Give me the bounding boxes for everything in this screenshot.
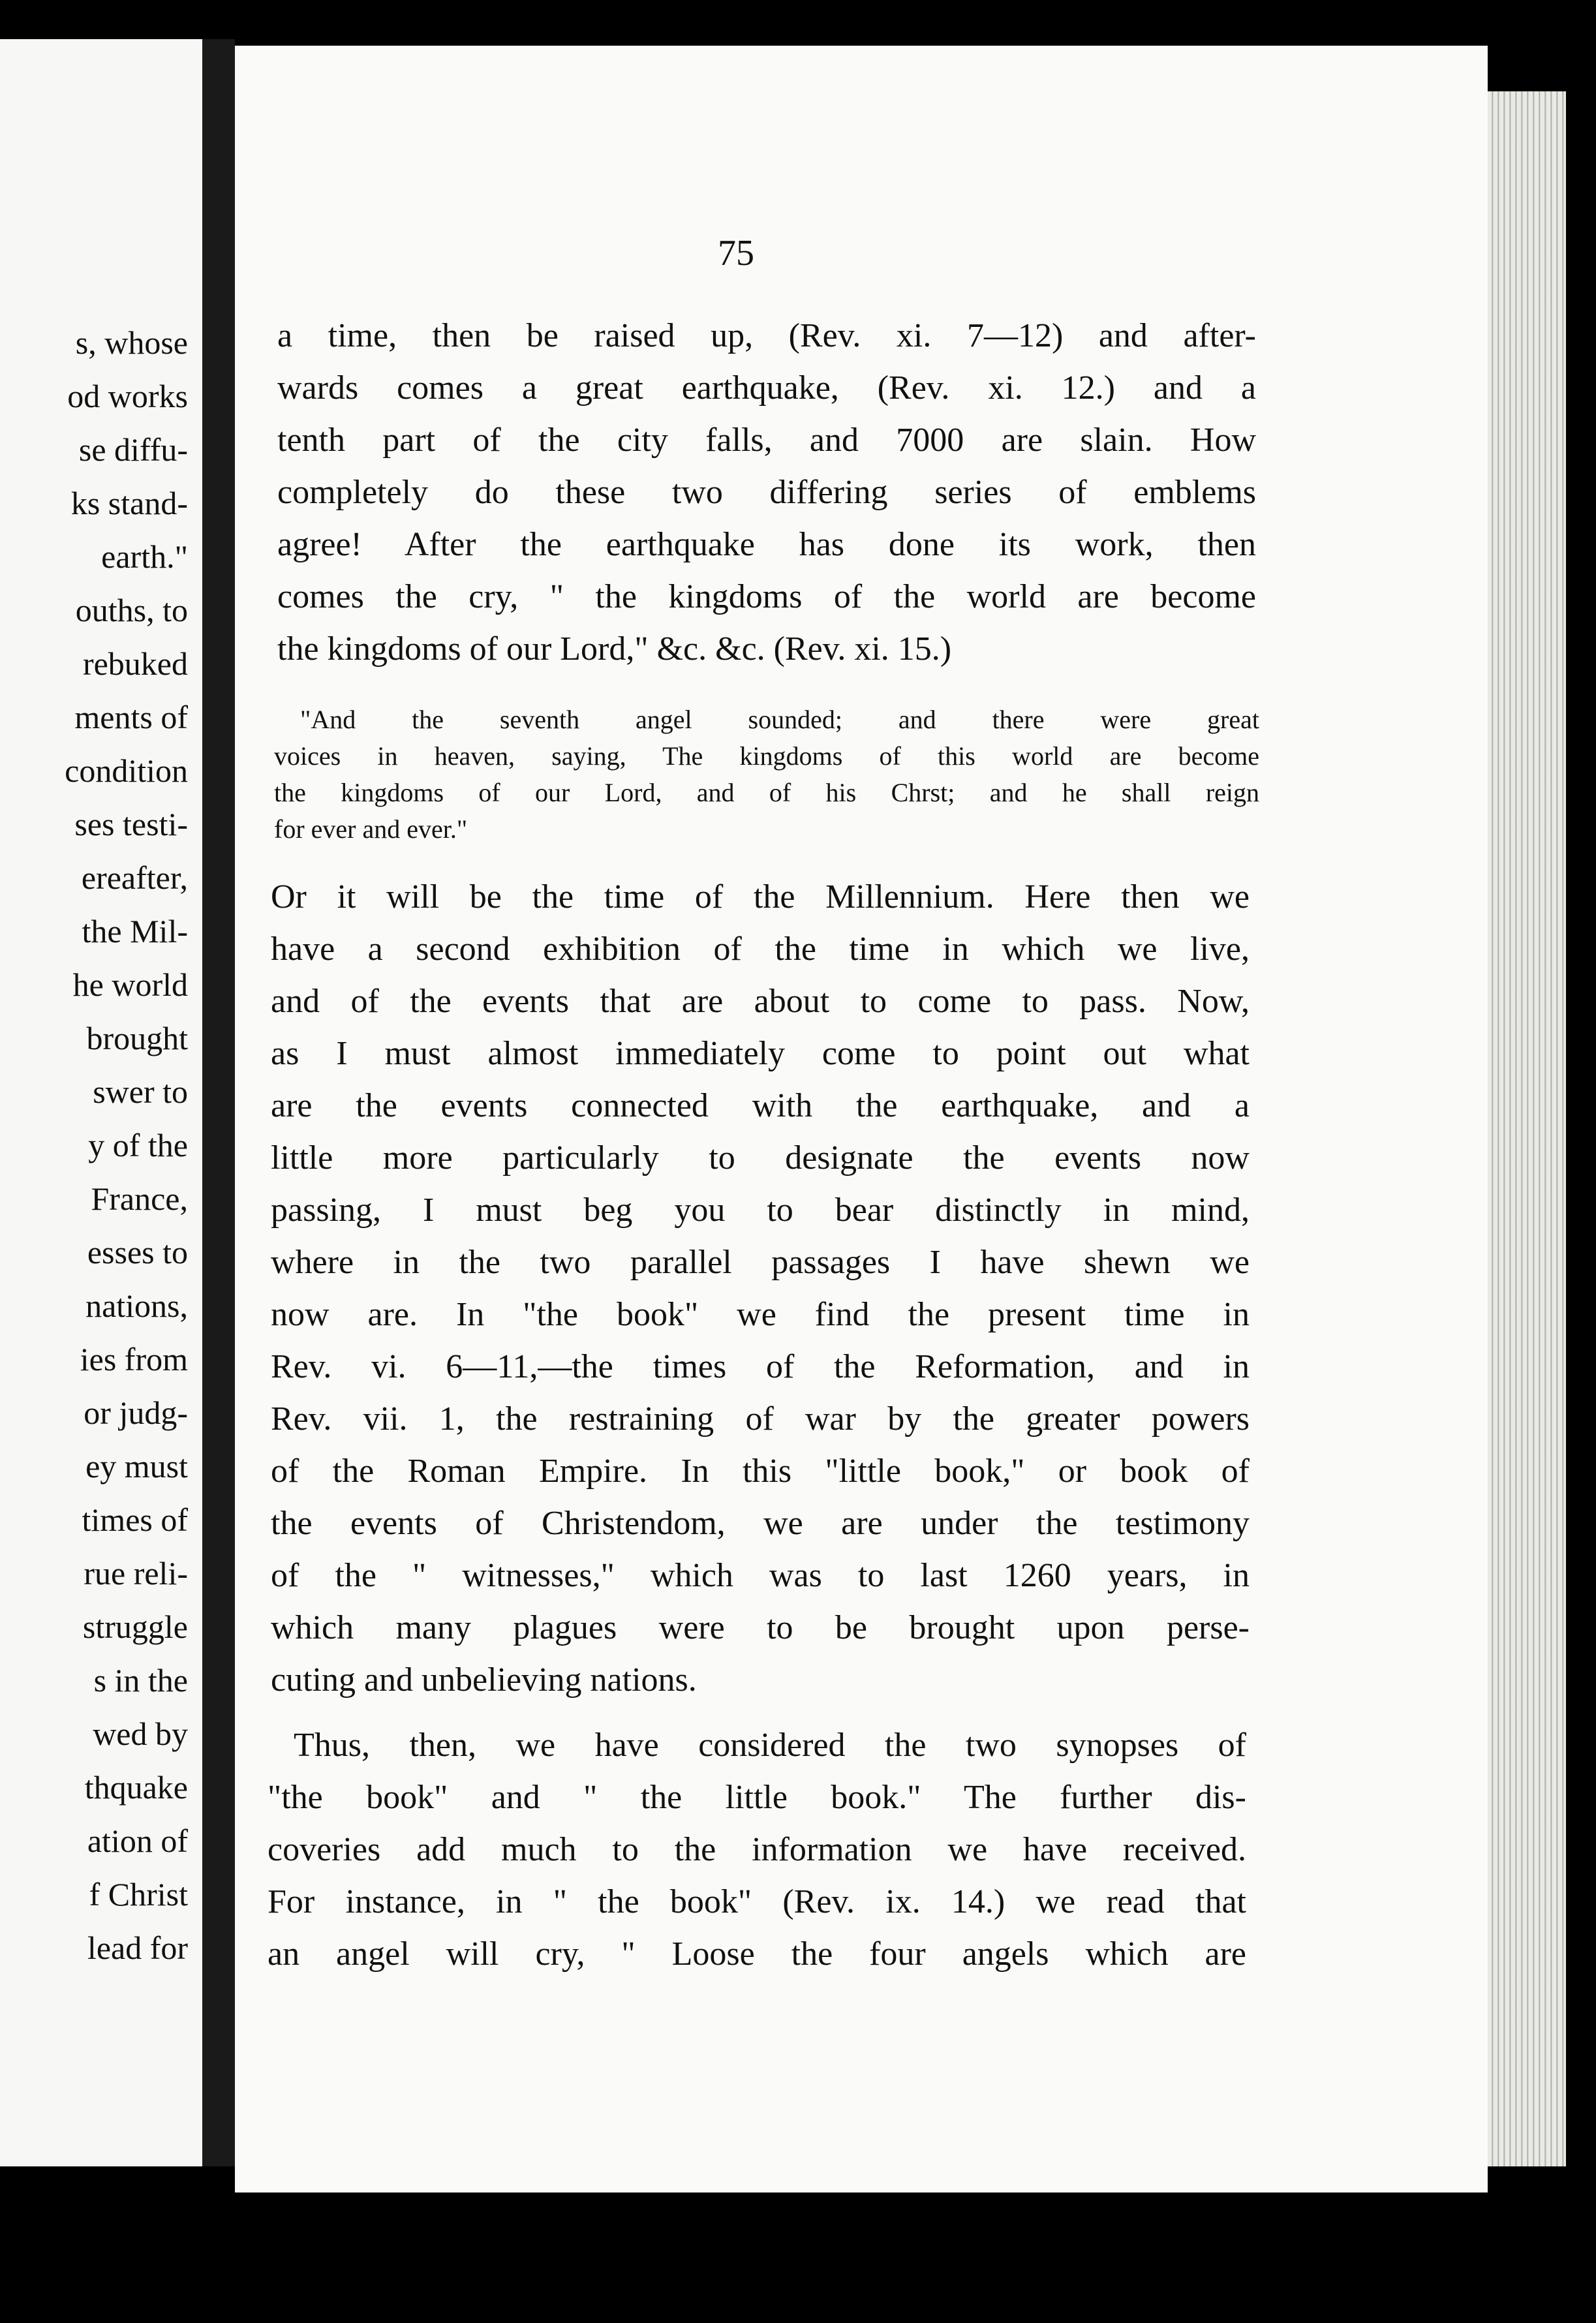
text-line: where in the two parallel passages I have shewn we [271, 1244, 1250, 1281]
text-line: "the book" and " the little book." The further dis- [268, 1779, 1246, 1816]
left-page-line: or judg- [84, 1394, 188, 1431]
quote-line: the kingdoms of our Lord, and of his Chrst; and he shall reign [274, 778, 1259, 807]
text-line: of the " witnesses," which was to last 1260 years, in [271, 1557, 1250, 1594]
text-line: cuting and unbelieving nations. [271, 1661, 697, 1699]
left-page-line: swer to [93, 1073, 188, 1110]
left-page-line: times of [82, 1501, 188, 1538]
text-line: of the Roman Empire. In this "little book," or book of [271, 1453, 1250, 1490]
left-page-line: se diffu- [78, 431, 188, 468]
text-line: For instance, in " the book" (Rev. ix. 14.) we read that [268, 1883, 1246, 1920]
left-page-line: ses testi- [74, 806, 188, 842]
left-page-line: he world [72, 966, 188, 1003]
facing-page-left [0, 39, 202, 2166]
quote-line: for ever and ever." [274, 814, 468, 844]
page-edges [1488, 91, 1566, 2166]
text-line: have a second exhibition of the time in which we live, [271, 931, 1250, 968]
left-page-line: lead for [87, 1930, 188, 1966]
paragraph-3 [268, 1719, 1246, 1980]
text-line: now are. In "the book" we find the present time in [271, 1296, 1250, 1333]
text-line: Thus, then, we have considered the two synopses of [294, 1727, 1246, 1764]
page-number: 75 [718, 233, 754, 273]
scripture-quote [274, 701, 1259, 848]
left-page-line: ereafter, [81, 859, 188, 896]
text-line: and of the events that are about to come to pass. Now, [271, 983, 1250, 1020]
left-page-line: France, [91, 1180, 188, 1217]
quote-line: "And the seventh angel sounded; and there were great [300, 705, 1259, 734]
left-page-line: od works [67, 378, 188, 414]
book-gutter [202, 39, 235, 2166]
left-page-line: f Christ [89, 1876, 188, 1913]
left-page-line: ouths, to [75, 592, 188, 628]
text-line: as I must almost immediately come to point out what [271, 1035, 1250, 1072]
text-line: a time, then be raised up, (Rev. xi. 7—12) and after- [277, 317, 1256, 354]
left-page-line: struggle [82, 1608, 188, 1645]
left-page-line: nations, [85, 1287, 188, 1324]
text-line: Or it will be the time of the Millennium. Here then we [271, 878, 1250, 915]
left-page-line: earth." [101, 538, 188, 575]
text-line: wards comes a great earthquake, (Rev. xi. 12.) and a [277, 369, 1256, 407]
left-page-line: esses to [87, 1234, 188, 1270]
left-page-line: condition [65, 752, 188, 789]
paragraph-2 [271, 871, 1250, 1706]
left-page-line: thquake [84, 1769, 188, 1806]
left-page-line: ey must [85, 1448, 188, 1485]
left-page-line: brought [86, 1020, 188, 1056]
text-line: an angel will cry, " Loose the four angels which are [268, 1935, 1246, 1973]
text-line: agree! After the earthquake has done its work, then [277, 526, 1256, 563]
left-page-line: y of the [88, 1127, 188, 1163]
left-page-line: wed by [93, 1715, 188, 1752]
left-page-line: ks stand- [70, 485, 188, 521]
left-page-line: ies from [80, 1341, 188, 1377]
left-page-line: the Mil- [82, 913, 188, 949]
text-line: Rev. vii. 1, the restraining of war by the greater powers [271, 1400, 1250, 1438]
left-page-line: rebuked [82, 645, 188, 682]
left-page-line: s, whose [75, 324, 188, 361]
text-line: completely do these two differing series of emblems [277, 474, 1256, 511]
text-line: passing, I must beg you to bear distinctly in mind, [271, 1192, 1250, 1229]
text-line: tenth part of the city falls, and 7000 are slain. How [277, 422, 1256, 459]
text-line: coveries add much to the information we have received. [268, 1831, 1246, 1868]
text-line: Rev. vi. 6—11,—the times of the Reformation, and in [271, 1348, 1250, 1385]
left-page-line: ation of [87, 1823, 188, 1859]
text-line: are the events connected with the earthquake, and a [271, 1087, 1250, 1124]
text-line: which many plagues were to be brought upon perse- [271, 1609, 1250, 1646]
paragraph-1 [277, 310, 1256, 675]
quote-line: voices in heaven, saying, The kingdoms of this world are become [274, 741, 1259, 771]
text-line: little more particularly to designate the events now [271, 1139, 1250, 1177]
left-page-line: ments of [74, 699, 188, 735]
text-line: the kingdoms of our Lord," &c. &c. (Rev. xi. 15.) [277, 630, 952, 668]
text-line: the events of Christendom, we are under the testimony [271, 1505, 1250, 1542]
left-page-line: s in the [93, 1662, 188, 1699]
left-page-line: rue reli- [84, 1555, 188, 1592]
text-line: comes the cry, " the kingdoms of the world are become [277, 578, 1256, 615]
